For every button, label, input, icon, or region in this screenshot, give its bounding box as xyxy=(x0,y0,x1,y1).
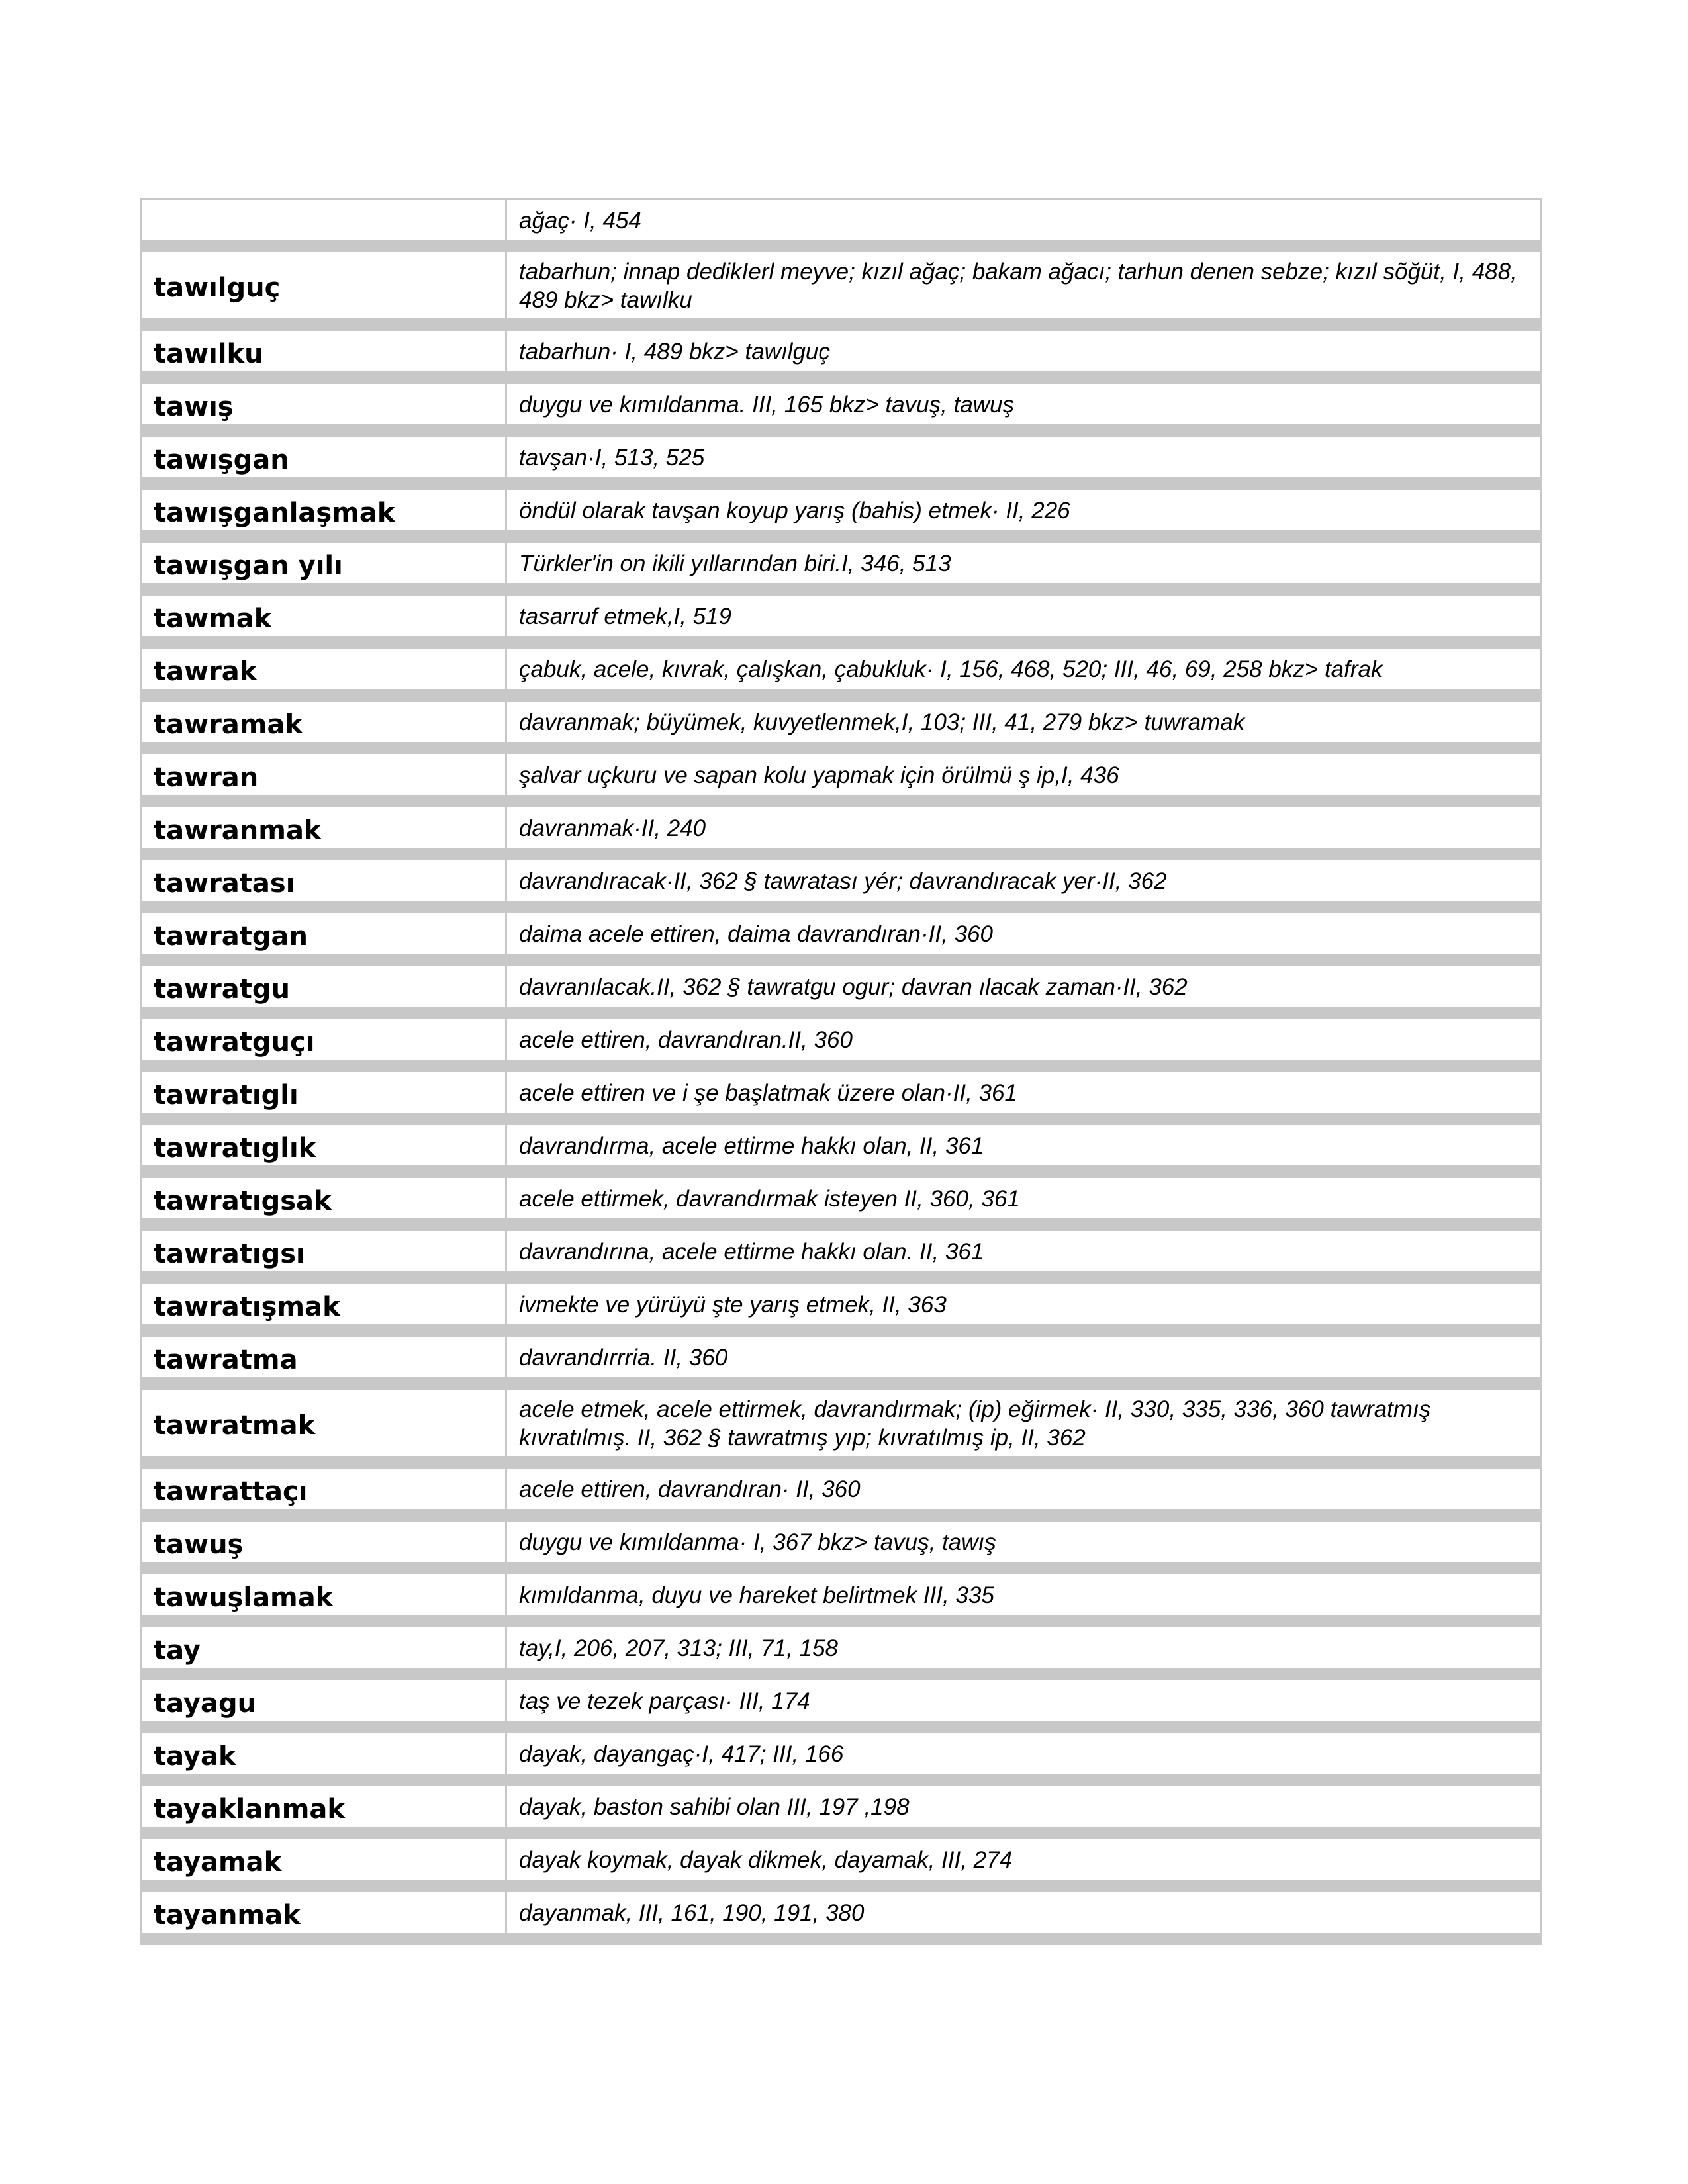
table-row xyxy=(142,1390,1540,1469)
entry-term: tawratıglı xyxy=(142,1072,507,1113)
table-row xyxy=(142,860,1540,913)
entry-term: tawratmak xyxy=(142,1390,507,1456)
entry-definition: duygu ve kımıldanma· I, 367 bkz> tavuş, tawış xyxy=(519,1529,996,1555)
entry-term: tawratguçı xyxy=(142,1019,507,1060)
table-row xyxy=(142,1019,1540,1072)
table-row xyxy=(142,807,1540,860)
entry-definition: acele ettiren, davrandıran.II, 360 xyxy=(519,1027,853,1053)
entry-definition: acele etmek, acele ettirmek, davrandırmak; (ip) eğirmek· II, 330, 335, 336, 360 tawratmış kıvratılmış. II, 362 § tawratmış yıp; kıvratılmış ip, II, 362 xyxy=(519,1396,1431,1451)
entry-term: tawuş xyxy=(142,1522,507,1562)
entry-definition: tavşan·I, 513, 525 xyxy=(519,445,705,471)
entry-term: tawuşlamak xyxy=(142,1574,507,1615)
table-row xyxy=(142,1522,1540,1574)
table-row xyxy=(142,252,1540,331)
table-row xyxy=(142,1125,1540,1178)
table-row xyxy=(142,1574,1540,1627)
table-row xyxy=(142,384,1540,437)
entry-definition: davrandırrria. II, 360 xyxy=(519,1345,728,1371)
entry-definition: davrandırına, acele ettirme hakkı olan. II, 361 xyxy=(519,1239,984,1265)
entry-term: tawratgan xyxy=(142,913,507,954)
table-row xyxy=(142,1469,1540,1522)
table-row xyxy=(142,200,1540,252)
entry-definition: acele ettirmek, davrandırmak isteyen II, 360, 361 xyxy=(519,1186,1020,1212)
entry-definition: tay,I, 206, 207, 313; III, 71, 158 xyxy=(519,1635,838,1661)
entry-definition: tabarhun· I, 489 bkz> tawılguç xyxy=(519,339,830,365)
entry-definition: öndül olarak tavşan koyup yarış (bahis) etmek· II, 226 xyxy=(519,498,1070,523)
entry-term: tawratası xyxy=(142,860,507,901)
entry-definition: çabuk, acele, kıvrak, çalışkan, çabukluk· I, 156, 468, 520; III, 46, 69, 258 bkz> tafrak xyxy=(519,657,1383,682)
table-row xyxy=(142,1839,1540,1892)
dictionary-table xyxy=(140,198,1542,1945)
entry-definition: kımıldanma, duyu ve hareket belirtmek III, 335 xyxy=(519,1582,994,1608)
entry-definition: davranmak; büyümek, kuvyetlenmek,I, 103; III, 41, 279 bkz> tuwramak xyxy=(519,709,1245,735)
entry-definition: davranmak·II, 240 xyxy=(519,815,706,841)
entry-definition: dayak koymak, dayak dikmek, dayamak, III, 274 xyxy=(519,1847,1013,1873)
table-row xyxy=(142,437,1540,490)
entry-term: tawrattaçı xyxy=(142,1469,507,1509)
table-row xyxy=(142,649,1540,702)
entry-definition: Türkler'in on ikili yıllarından biri.I, 346, 513 xyxy=(519,551,951,576)
entry-term: tawratıgsak xyxy=(142,1178,507,1218)
entry-term: tawranmak xyxy=(142,807,507,848)
entry-term: tawışganlaşmak xyxy=(142,490,507,530)
entry-term: tawış xyxy=(142,384,507,424)
entry-term: tawmak xyxy=(142,596,507,636)
table-row xyxy=(142,1337,1540,1390)
entry-term: tayamak xyxy=(142,1839,507,1880)
table-row xyxy=(142,913,1540,966)
table-row xyxy=(142,331,1540,384)
entry-term: tay xyxy=(142,1627,507,1668)
entry-term: tayak xyxy=(142,1733,507,1774)
entry-definition: acele ettiren ve i şe başlatmak üzere olan·II, 361 xyxy=(519,1080,1017,1106)
entry-term: tawramak xyxy=(142,702,507,742)
entry-definition: davranılacak.II, 362 § tawratgu ogur; davran ılacak zaman·II, 362 xyxy=(519,974,1188,1000)
entry-definition: ağaç· I, 454 xyxy=(519,207,641,234)
entry-definition: dayak, dayangaç·I, 417; III, 166 xyxy=(519,1741,844,1767)
entry-term: tayagu xyxy=(142,1680,507,1721)
table-row xyxy=(142,490,1540,543)
table-row xyxy=(142,1072,1540,1125)
entry-definition: duygu ve kımıldanma. III, 165 bkz> tavuş, tawuş xyxy=(519,392,1015,418)
entry-definition: tasarruf etmek,I, 519 xyxy=(519,604,731,629)
table-row xyxy=(142,543,1540,596)
entry-definition: ivmekte ve yürüyü şte yarış etmek, II, 363 xyxy=(519,1292,947,1318)
entry-term: tayanmak xyxy=(142,1892,507,1933)
entry-definition: şalvar uçkuru ve sapan kolu yapmak için örülmü ş ip,I, 436 xyxy=(519,762,1119,788)
entry-term: tayaklanmak xyxy=(142,1786,507,1827)
table-row xyxy=(142,1733,1540,1786)
entry-definition: taş ve tezek parçası· III, 174 xyxy=(519,1688,810,1714)
entry-term: tawışgan yılı xyxy=(142,543,507,583)
entry-definition: dayak, baston sahibi olan III, 197 ,198 xyxy=(519,1794,910,1820)
entry-definition: tabarhun; innap dedikIerl meyve; kızıl ağaç; bakam ağacı; tarhun denen sebze; kızıl sõğüt, I, 488, 489 bkz> tawılku xyxy=(519,259,1517,313)
entry-definition: daima acele ettiren, daima davrandıran·II, 360 xyxy=(519,921,993,947)
table-row xyxy=(142,966,1540,1019)
entry-term: tawılku xyxy=(142,331,507,371)
entry-term: tawratıglık xyxy=(142,1125,507,1165)
entry-term: tawratışmak xyxy=(142,1284,507,1324)
entry-term: tawrak xyxy=(142,649,507,689)
entry-term: tawışgan xyxy=(142,437,507,477)
entry-term xyxy=(142,200,507,240)
entry-definition: acele ettiren, davrandıran· II, 360 xyxy=(519,1477,861,1502)
entry-term: tawratma xyxy=(142,1337,507,1377)
table-row xyxy=(142,1178,1540,1231)
entry-term: tawılguç xyxy=(142,252,507,318)
entry-definition: davrandıracak·II, 362 § tawratası yér; davrandıracak yer·II, 362 xyxy=(519,868,1167,894)
table-row xyxy=(142,1284,1540,1337)
entry-term: tawratıgsı xyxy=(142,1231,507,1271)
table-row xyxy=(142,596,1540,649)
table-row xyxy=(142,1627,1540,1680)
table-row xyxy=(142,702,1540,754)
entry-term: tawratgu xyxy=(142,966,507,1007)
table-row xyxy=(142,1680,1540,1733)
entry-term: tawran xyxy=(142,754,507,795)
entry-definition: dayanmak, III, 161, 190, 191, 380 xyxy=(519,1900,865,1926)
table-row xyxy=(142,1786,1540,1839)
table-row xyxy=(142,1892,1540,1945)
entry-definition: davrandırma, acele ettirme hakkı olan, II, 361 xyxy=(519,1133,984,1159)
table-row xyxy=(142,754,1540,807)
table-row xyxy=(142,1231,1540,1284)
